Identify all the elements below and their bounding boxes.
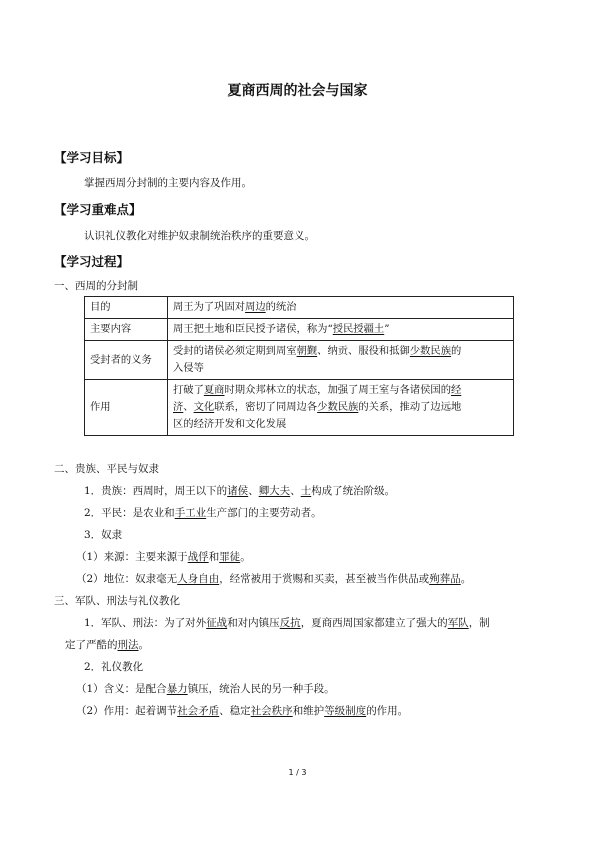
text-segment: ，夏商西周国家都建立了强大的 [300,617,448,629]
text-segment: 、稳定 [219,705,251,717]
text-segment: 1．贵族：西周时，周王以下的 [84,485,228,497]
text-segment: 入侵等 [173,362,204,374]
underlined-term: 少数民族 [317,401,359,413]
text-segment: 镇压，统治人民的另一种手段。 [187,683,335,695]
underlined-term: 周边 [245,301,266,313]
underlined-term: 等级制度 [324,705,367,717]
text-segment: 3．奴隶 [84,529,123,541]
underlined-term: 朝觐 [296,345,318,357]
s2-line-nobles [84,484,395,498]
table-row [85,319,514,341]
text-segment: 区的经济开发和文化发展 [173,418,287,430]
cell-line [173,360,508,377]
text-segment: （2）地位：奴隶毫无 [76,573,178,585]
underlined-term: 罪徒 [219,551,241,563]
text-segment: 的关系，推动了边远地 [358,401,462,413]
underlined-term: 济 [173,401,184,413]
text-segment: 、 [183,401,194,413]
text-segment: （1）含义：是配合 [76,683,167,695]
key-heading: 【学习重难点】 [54,202,142,217]
text-segment: 、纳贡、服役和抵御 [317,345,410,357]
underlined-term: 卿大夫 [258,485,291,497]
text-segment: 和 [208,551,220,563]
process-heading: 【学习过程】 [54,254,130,269]
text-segment: 时期众邦林立的状态，加强了周王室与各诸侯国的 [224,384,452,396]
text-segment: 和维护 [292,705,325,717]
s1-heading: 一、西周的分封制 [54,280,138,292]
underlined-term: 暴力 [166,683,188,695]
underlined-term: 文化 [193,401,215,413]
table-row [85,380,514,436]
cell-line [173,416,508,433]
underlined-term: 社会秩序 [250,705,293,717]
text-segment: 联系，密切了同周边各 [214,401,318,413]
text-segment: 、 [290,485,301,497]
text-segment: ” [384,323,390,335]
text-segment: 、 [248,485,259,497]
underlined-term: 军队 [447,617,469,629]
text-segment: 受封的诸侯必须定期到周室 [173,345,297,357]
row-content [168,380,514,436]
row-content [168,319,514,341]
underlined-term: 殉葬品 [429,573,461,585]
underlined-term: 夏商 [203,384,225,396]
goal-text: 掌握西周分封制的主要内容及作用。 [84,177,252,189]
underlined-term: 经 [451,384,462,396]
text-segment: 。 [240,551,251,563]
s3-line-army [84,616,490,630]
row-label: 作用 [85,380,168,436]
table-row [85,297,514,319]
underlined-term: 士 [300,485,312,497]
row-content [168,297,514,319]
underlined-term: 少数民族 [409,345,452,357]
text-segment: 的 [451,345,462,357]
row-content [168,341,514,380]
text-segment: 的统治 [265,301,297,313]
s3-line-function [76,704,408,718]
s3-line-meaning [76,682,335,696]
s2-heading: 二、贵族、平民与奴隶 [54,463,159,475]
s2-line-slaves [84,528,122,542]
row-label: 主要内容 [85,319,168,341]
text-segment: 生产部门的主要劳动者。 [206,507,322,519]
cell-line [173,399,508,416]
text-segment: 构成了统治阶级。 [311,485,396,497]
underlined-term: 手工业 [174,507,207,519]
row-label: 受封者的义务 [85,341,168,380]
row-label: 目的 [85,297,168,319]
key-text: 认识礼仪教化对维护奴隶制统治秩序的重要意义。 [84,230,315,242]
underlined-term: 征战 [206,617,228,629]
text-segment: 1．军队、刑法：为了对外 [84,617,207,629]
cell-line [173,343,508,360]
cell-line [173,299,508,316]
underlined-term: 诸侯 [227,485,249,497]
text-segment: 的作用。 [366,705,409,717]
text-segment: 。 [138,639,149,651]
s2-line-status [76,572,471,586]
underlined-term: 刑法 [117,639,139,651]
cell-line [173,321,508,338]
text-segment: ，经常被用于赏赐和买卖，甚至被当作供品或 [219,573,430,585]
goal-heading: 【学习目标】 [54,150,130,165]
page-title: 夏商西周的社会与国家 [227,83,368,99]
text-segment: 周王把土地和臣民授予诸侯，称为“ [173,323,333,335]
text-segment: 周王为了巩固对 [173,301,246,313]
text-segment: 定了严酷的 [65,639,118,651]
underlined-term: 人身自由 [177,573,220,585]
s2-line-commoners [84,506,322,520]
table-row [85,341,514,380]
text-segment: 打破了 [173,384,204,396]
s3-line-rites [84,660,143,674]
underlined-term: 反抗 [279,617,301,629]
underlined-term: 战俘 [187,551,209,563]
text-segment: 。 [460,573,472,585]
text-segment: 2．平民：是农业和 [84,507,175,519]
s2-line-source [76,550,251,564]
text-segment: （1）来源：主要来源于 [76,551,188,563]
text-segment: ，制 [468,617,490,629]
text-segment: （2）作用：起着调节 [76,705,178,717]
page-number: 1 / 3 [288,768,307,777]
text-segment: 2．礼仪教化 [84,661,144,673]
s3-line-army-cont [65,638,149,652]
underlined-term: 社会矛盾 [177,705,220,717]
text-segment: 和对内镇压 [227,617,280,629]
s3-heading: 三、军队、刑法与礼仪教化 [54,595,180,607]
underlined-term: 授民授疆土 [332,323,385,335]
cell-line [173,382,508,399]
fenfeng-table [84,296,514,436]
